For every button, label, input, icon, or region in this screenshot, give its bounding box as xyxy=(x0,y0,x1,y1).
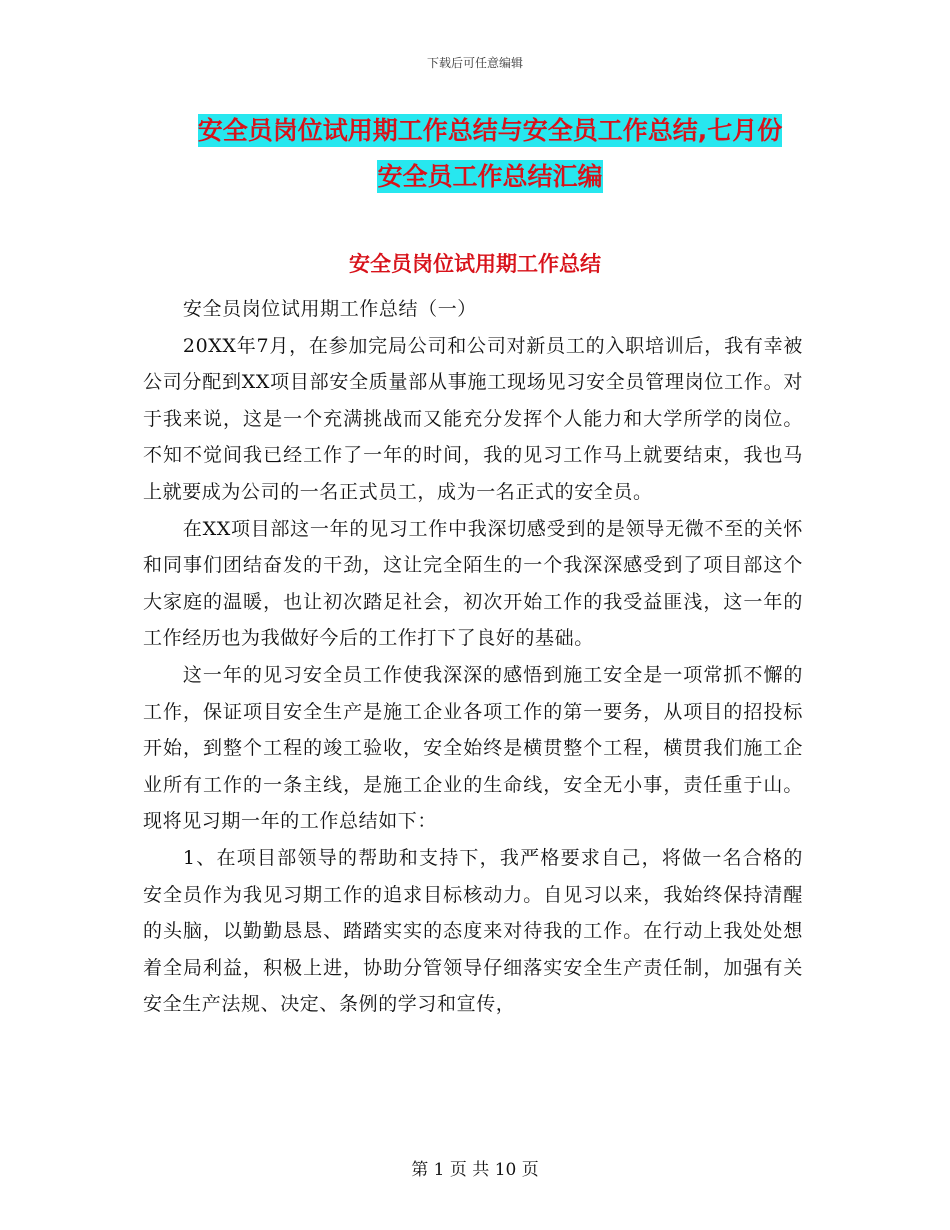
paragraph: 1、在项目部领导的帮助和支持下，我严格要求自己，将做一名合格的安全员作为我见习期工作的追求目标核动力。自见习以来，我始终保持清醒的头脑，以勤勤恳恳、踏踏实实的态度来对待我的工作。在行动上我处处想着全局利益，积极上进，协助分管领导仔细落实安全生产责任制，加强有关安全生产法规、决定、条例的学习和宣传， xyxy=(143,846,803,1016)
page-number-footer: 第 1 页 共 10 页 xyxy=(411,1160,539,1180)
paragraph: 20XX年7月，在参加完局公司和公司对新员工的入职培训后，我有幸被公司分配到XX项目部安全质量部从事施工现场见习安全员管理岗位工作。对于我来说，这是一个充满挑战而又能充分发挥个人能力和大学所学的岗位。不知不觉间我已经工作了一年的时间，我的见习工作马上就要结束，我也马上就要成为公司的一名正式员工，成为一名正式的安全员。 xyxy=(143,334,803,503)
document-title xyxy=(140,108,840,200)
page-header-note: 下载后可任意编辑 xyxy=(426,56,523,70)
paragraph-subtitle: 安全员岗位试用期工作总结（一） xyxy=(182,298,477,320)
section-title: 安全员岗位试用期工作总结 xyxy=(349,252,601,276)
paragraph: 在XX项目部这一年的见习工作中我深切感受到的是领导无微不至的关怀和同事们团结奋发的干劲，这让完全陌生的一个我深深感受到了项目部这个大家庭的温暖，也让初次踏足社会，初次开始工作的我受益匪浅，这一年的工作经历也为我做好今后的工作打下了良好的基础。 xyxy=(143,517,803,650)
document-body xyxy=(143,291,803,1023)
document-title-line-2: 安全员工作总结汇编 xyxy=(377,162,603,191)
document-title-line-1: 安全员岗位试用期工作总结与安全员工作总结,七月份 xyxy=(197,116,783,145)
paragraph: 这一年的见习安全员工作使我深深的感悟到施工安全是一项常抓不懈的工作，保证项目安全生产是施工企业各项工作的第一要务，从项目的招投标开始，到整个工程的竣工验收，安全始终是横贯整个工程，横贯我们施工企业所有工作的一条主线，是施工企业的生命线，安全无小事，责任重于山。现将见习期一年的工作总结如下： xyxy=(143,663,803,833)
